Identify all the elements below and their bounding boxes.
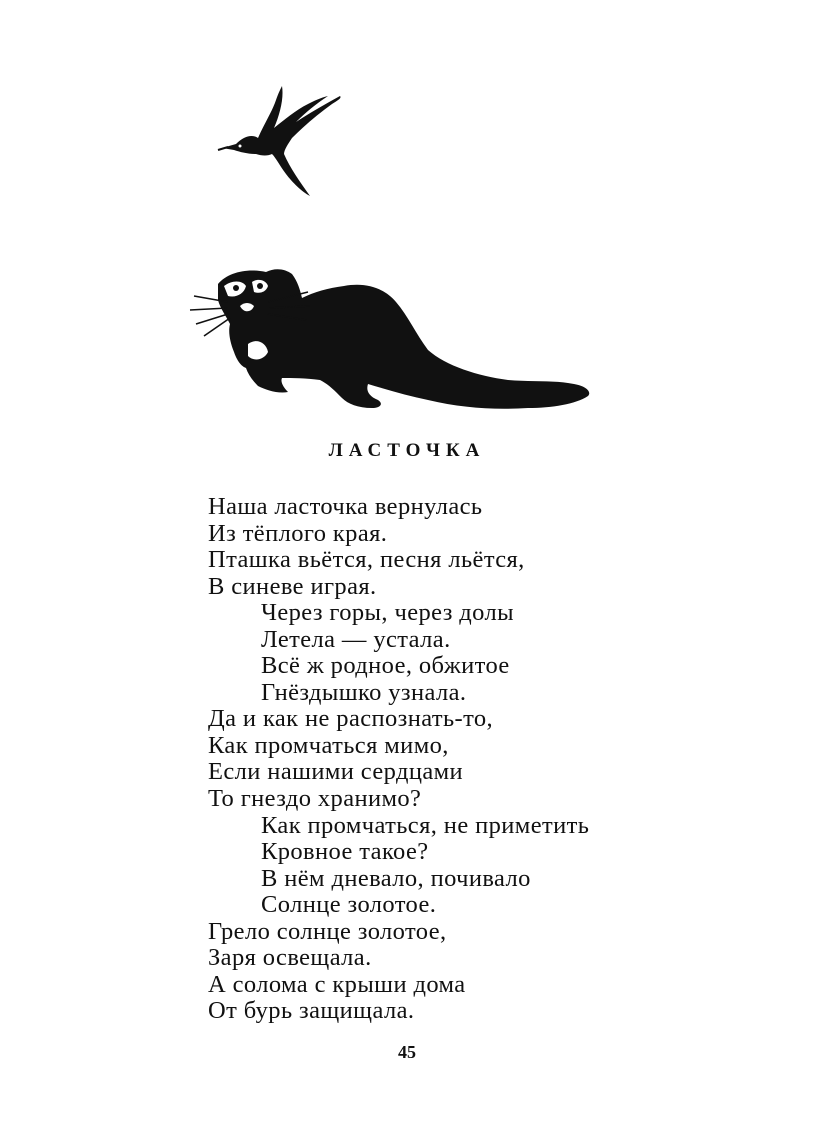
poem-line: Наша ласточка вернулась — [208, 493, 483, 520]
poem-line: Летела — устала. — [261, 625, 451, 653]
poem-line: Как промчаться мимо, — [208, 731, 449, 759]
page-title: ЛАСТОЧКА — [328, 440, 486, 461]
poem-line: Пташка вьётся, песня льётся, — [208, 546, 525, 574]
poem-line: От бурь защищала. — [208, 997, 415, 1025]
poem-line: Через горы, через долы — [261, 599, 514, 627]
poem-line: А солома с крыши дома — [208, 970, 466, 998]
poem-line: Если нашими сердцами — [208, 758, 464, 786]
poem-line: Всё ж родное, обжитое — [261, 652, 510, 680]
swallow-icon — [214, 84, 354, 202]
poem-line: Гнёздышко узнала. — [261, 678, 467, 706]
poem — [208, 494, 589, 1025]
poem-line: То гнездо хранимо? — [208, 785, 422, 813]
poem-line: Да и как не распознать-то, — [208, 705, 494, 733]
poem-line: Заря освещала. — [208, 944, 372, 972]
cat-icon — [188, 262, 596, 412]
poem-line: В синеве играя. — [208, 572, 377, 600]
page-number: 45 — [398, 1042, 416, 1062]
poem-line: Кровное такое? — [261, 838, 429, 866]
poem-line: Как промчаться, не приметить — [261, 811, 590, 839]
poem-line: Из тёплого края. — [208, 519, 388, 547]
poem-line: Солнце золотое. — [261, 891, 437, 919]
poem-line: Грело солнце золотое, — [208, 917, 447, 945]
poem-line: В нём дневало, почивало — [261, 864, 531, 892]
